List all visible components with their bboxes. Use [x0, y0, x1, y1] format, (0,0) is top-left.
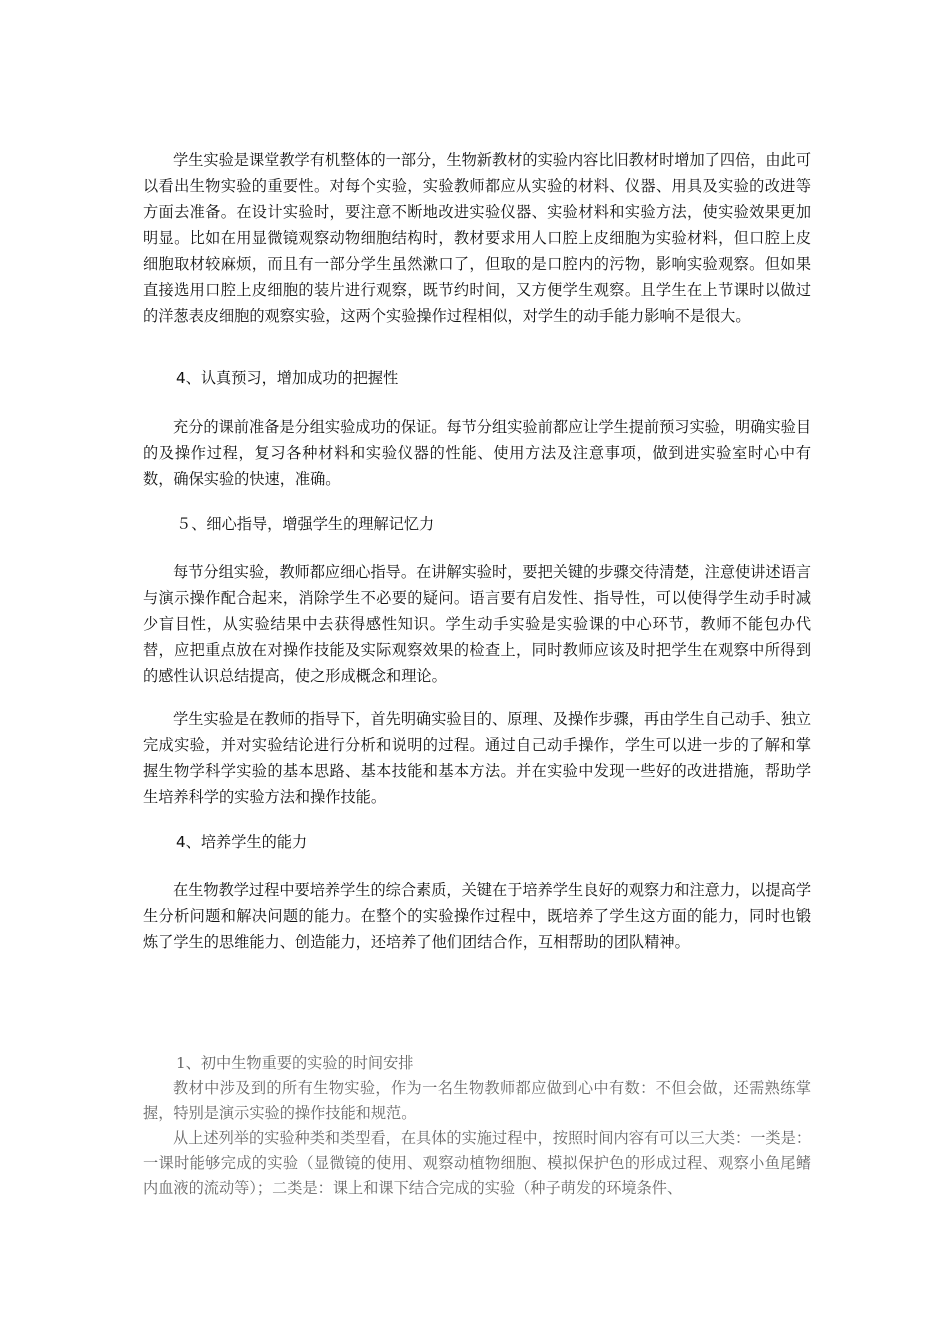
paragraph-ability: 在生物教学过程中要培养学生的综合素质，关键在于培养学生良好的观察力和注意力，以提高学生分析问题和解决问题的能力。在整个的实验操作过程中，既培养了学生这方面的能力，同时也锻炼了学生的思维能力、创造能力，还培养了他们团结合作，互相帮助的团队精神。: [143, 881, 811, 951]
paragraph-time-arrangement-2: 从上述列举的实验种类和类型看，在具体的实施过程中，按照时间内容有可以三大类：一类是：一课时能够完成的实验（显微镜的使用、观察动植物细胞、模拟保护色的形成过程、观察小鱼尾鳍内血液的流动等）；二类是：课上和课下结合完成的实验（种子萌发的环境条件、: [143, 1129, 811, 1197]
paragraph-student-experiment: 学生实验是在教师的指导下，首先明确实验目的、原理、及操作步骤，再由学生自己动手、独立完成实验，并对实验结论进行分析和说明的过程。通过自己动手操作，学生可以进一步的了解和掌握生物学科学实验的基本思路、基本技能和基本方法。并在实验中发现一些好的改进措施，帮助学生培养科学的实验方法和操作技能。: [143, 710, 811, 806]
heading-guidance: ５、细心指导，增强学生的理解记忆力: [176, 515, 435, 533]
paragraph-guidance: 每节分组实验，教师都应细心指导。在讲解实验时，要把关键的步骤交待清楚，注意使讲述语言与演示操作配合起来，消除学生不必要的疑问。语言要有启发性、指导性，可以使得学生动手时减少盲目性，从实验结果中去获得感性知识。学生动手实验是实验课的中心环节，教师不能包办代替，应把重点放在对操作技能及实际观察效果的检查上，同时教师应该及时把学生在观察中所得到的感性认识总结提高，使之形成概念和理论。: [143, 563, 811, 685]
heading-preview: 4、认真预习，增加成功的把握性: [176, 369, 399, 387]
paragraph-preview: 充分的课前准备是分组实验成功的保证。每节分组实验前都应让学生提前预习实验，明确实验目的及操作过程，复习各种材料和实验仪器的性能、使用方法及注意事项，做到进实验室时心中有数，确保实验的快速，准确。: [143, 418, 811, 488]
heading-ability: 4、培养学生的能力: [176, 833, 308, 851]
paragraph-time-arrangement-1: 教材中涉及到的所有生物实验，作为一名生物教师都应做到心中有数：不但会做，还需熟练掌握，特别是演示实验的操作技能和规范。: [143, 1079, 811, 1122]
paragraph-experiment-importance: 学生实验是课堂教学有机整体的一部分，生物新教材的实验内容比旧教材时增加了四倍，由此可以看出生物实验的重要性。对每个实验，实验教师都应从实验的材料、仪器、用具及实验的改进等方面去准备。在设计实验时，要注意不断地改进实验仪器、实验材料和实验方法，使实验效果更加明显。比如在用显微镜观察动物细胞结构时，教材要求用人口腔上皮细胞为实验材料，但口腔上皮细胞取材较麻烦，而且有一部分学生虽然漱口了，但取的是口腔内的污物，影响实验观察。但如果直接选用口腔上皮细胞的装片进行观察，既节约时间，又方便学生观察。且学生在上节课时以做过的洋葱表皮细胞的观察实验，这两个实验操作过程相似，对学生的动手能力影响不是很大。: [143, 151, 811, 325]
heading-time-arrangement: 1、初中生物重要的实验的时间安排: [176, 1054, 414, 1072]
